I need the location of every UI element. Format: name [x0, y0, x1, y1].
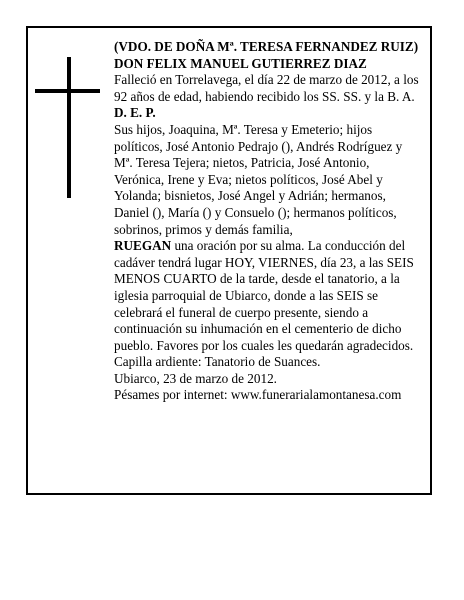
obituary-notice — [26, 26, 432, 495]
notice-content — [114, 39, 419, 404]
funeral-paragraph — [114, 238, 419, 371]
place-date: Ubiarco, 23 de marzo de 2012. — [114, 370, 277, 386]
cross-icon-horizontal-bar — [35, 89, 100, 93]
family-list: Sus hijos, Joaquina, Mª. Teresa y Emeterio; hijos políticos, José Antonio Pedrajo (), Andrés Rodríguez y Mª. Teresa Tejera; nietos, Patricia, José Antonio, Verónica, Irene y Eva; nietos políticos, José Abel y Yolanda; bisnietos, José Angel y Adrián; hermanos, Daniel (), María () y Consuelo (); hermanos políticos, sobrinos, primos y demás familia, — [114, 121, 403, 237]
dep-line: D. E. P. — [114, 105, 156, 121]
death-info: Falleció en Torrelavega, el día 22 de marzo de 2012, a los 92 años de edad, habiendo recibido los SS. SS. y la B. A. — [114, 72, 419, 104]
cross-icon-vertical-bar — [67, 57, 71, 198]
condolences-line: Pésames por internet: www.funerarialamontanesa.com — [114, 387, 402, 403]
widow-of-line: (VDO. DE DOÑA Mª. TERESA FERNANDEZ RUIZ) — [114, 39, 419, 54]
funeral-details: una oración por su alma. La conducción del cadáver tendrá lugar HOY, VIERNES, día 23, a las SEIS MENOS CUARTO de la tarde, desde el tanatorio, a la iglesia parroquial de Ubiarco, donde a las SEIS se celebrará el funeral de cuerpo presente, siendo a continuación su inhumación en el cementerio de dicho pueblo. Favores por los cuales les quedarán agradecidos. Capilla ardiente: Tanatorio de Suances. — [114, 238, 414, 370]
ruegan-word: RUEGAN — [114, 238, 172, 254]
deceased-name: DON FELIX MANUEL GUTIERREZ DIAZ — [114, 55, 367, 71]
